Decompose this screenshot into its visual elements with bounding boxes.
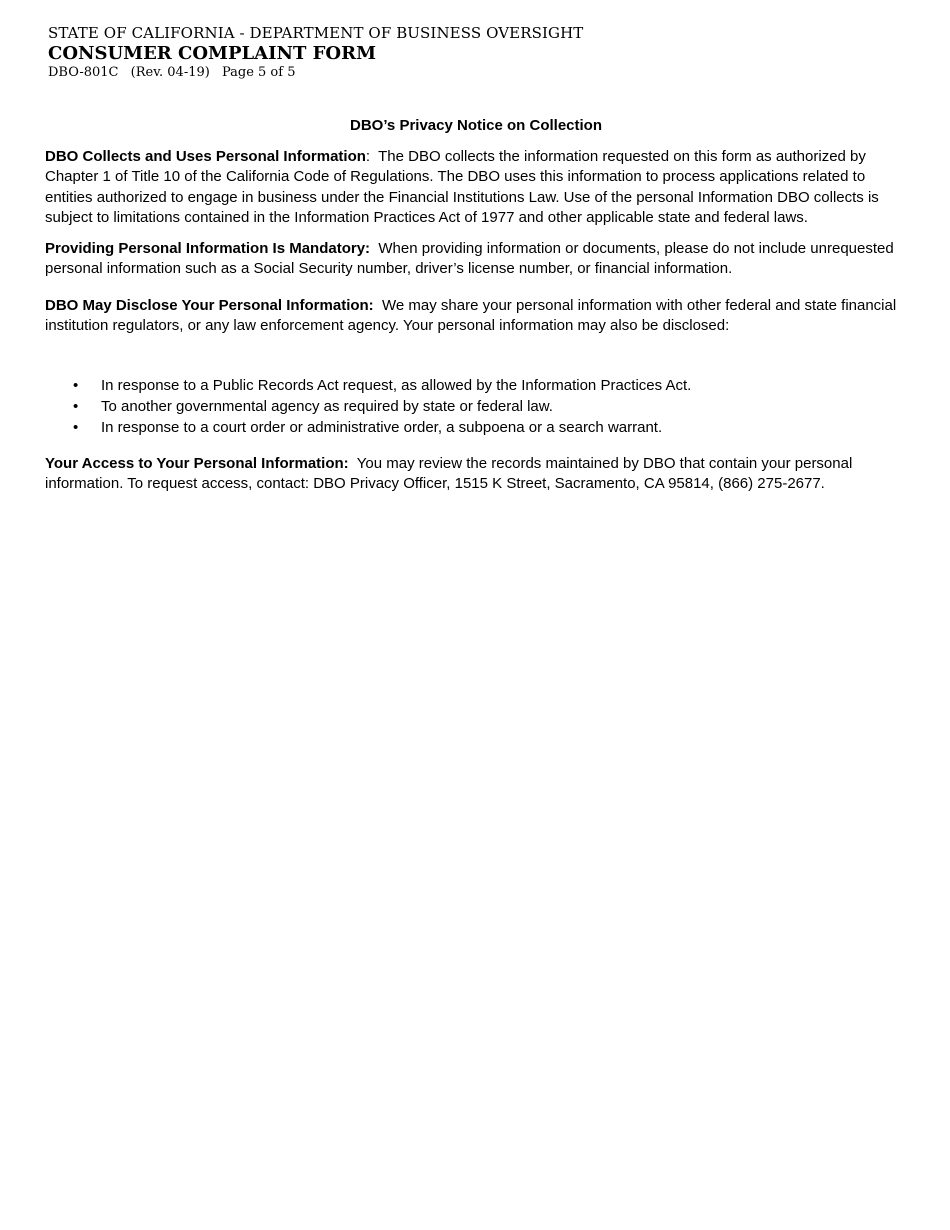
- disclosure-list: [45, 375, 907, 438]
- section-access: [45, 454, 907, 495]
- section-body: The DBO collects the information requested on this form as authorized by Chapter 1 of Title 10 of the California Code of Regulations. The DBO uses this information to process applications related to entities authorized to engage in business under the Financial Institutions Law. Use of the personal Information DBO collects is subject to limitations contained in the Information Practices Act of 1977 and other applicable state and federal laws.: [45, 147, 879, 226]
- list-item: • In response to a court order or administrative order, a subpoena or a search warrant.: [73, 418, 663, 436]
- form-revision: (Rev. 04-19): [130, 65, 210, 80]
- privacy-notice: [45, 116, 907, 495]
- section-mandatory: [45, 239, 907, 280]
- bullet-icon: •: [73, 376, 79, 394]
- page-number: Page 5 of 5: [221, 65, 296, 80]
- section-heading: Your Access to Your Personal Information:: [45, 454, 349, 472]
- section-body: We may share your personal information with other federal and state financial institution regulators, or any law enforcement agency. Your personal information may also be disclosed:: [45, 296, 897, 334]
- section-disclose: [45, 296, 907, 337]
- form-title: CONSUMER COMPLAINT FORM: [48, 43, 376, 64]
- section-heading: DBO Collects and Uses Personal Information: [45, 147, 366, 165]
- bullet-icon: •: [73, 418, 79, 436]
- form-header: [48, 24, 583, 81]
- section-body: You may review the records maintained by DBO that contain your personal information. To request access, contact: DBO Privacy Officer, 1515 K Street, Sacramento, CA 95814, (866) 275-2677.: [45, 454, 853, 492]
- bullet-icon: •: [73, 397, 79, 415]
- section-collects-uses: DBO Collects and Uses Personal Information: The DBO collects the information requested on this form as authorized by Chapter 1 of Title 10 of the California Code of Regulations. The DBO uses this information to process applications related to entities authorized to engage in business under the Financial Institutions Law. Use of the personal Information DBO collects is subject to limitations contained in the Information Practices Act of 1977 and other applicable state and federal laws.: [45, 147, 879, 226]
- form-number: DBO-801C: [48, 65, 119, 80]
- notice-title: DBO’s Privacy Notice on Collection: [349, 117, 602, 134]
- agency-name: STATE OF CALIFORNIA - DEPARTMENT OF BUSINESS OVERSIGHT: [48, 24, 584, 42]
- section-heading: DBO May Disclose Your Personal Information:: [45, 296, 374, 314]
- section-body: When providing information or documents, please do not include unrequested personal information such as a Social Security number, driver’s license number, or financial information.: [45, 239, 894, 277]
- list-item: • In response to a Public Records Act request, as allowed by the Information Practices Act.: [73, 376, 692, 394]
- list-item: • To another governmental agency as required by state or federal law.: [73, 397, 553, 415]
- form-meta: [48, 65, 583, 81]
- section-heading: Providing Personal Information Is Mandatory:: [45, 239, 371, 257]
